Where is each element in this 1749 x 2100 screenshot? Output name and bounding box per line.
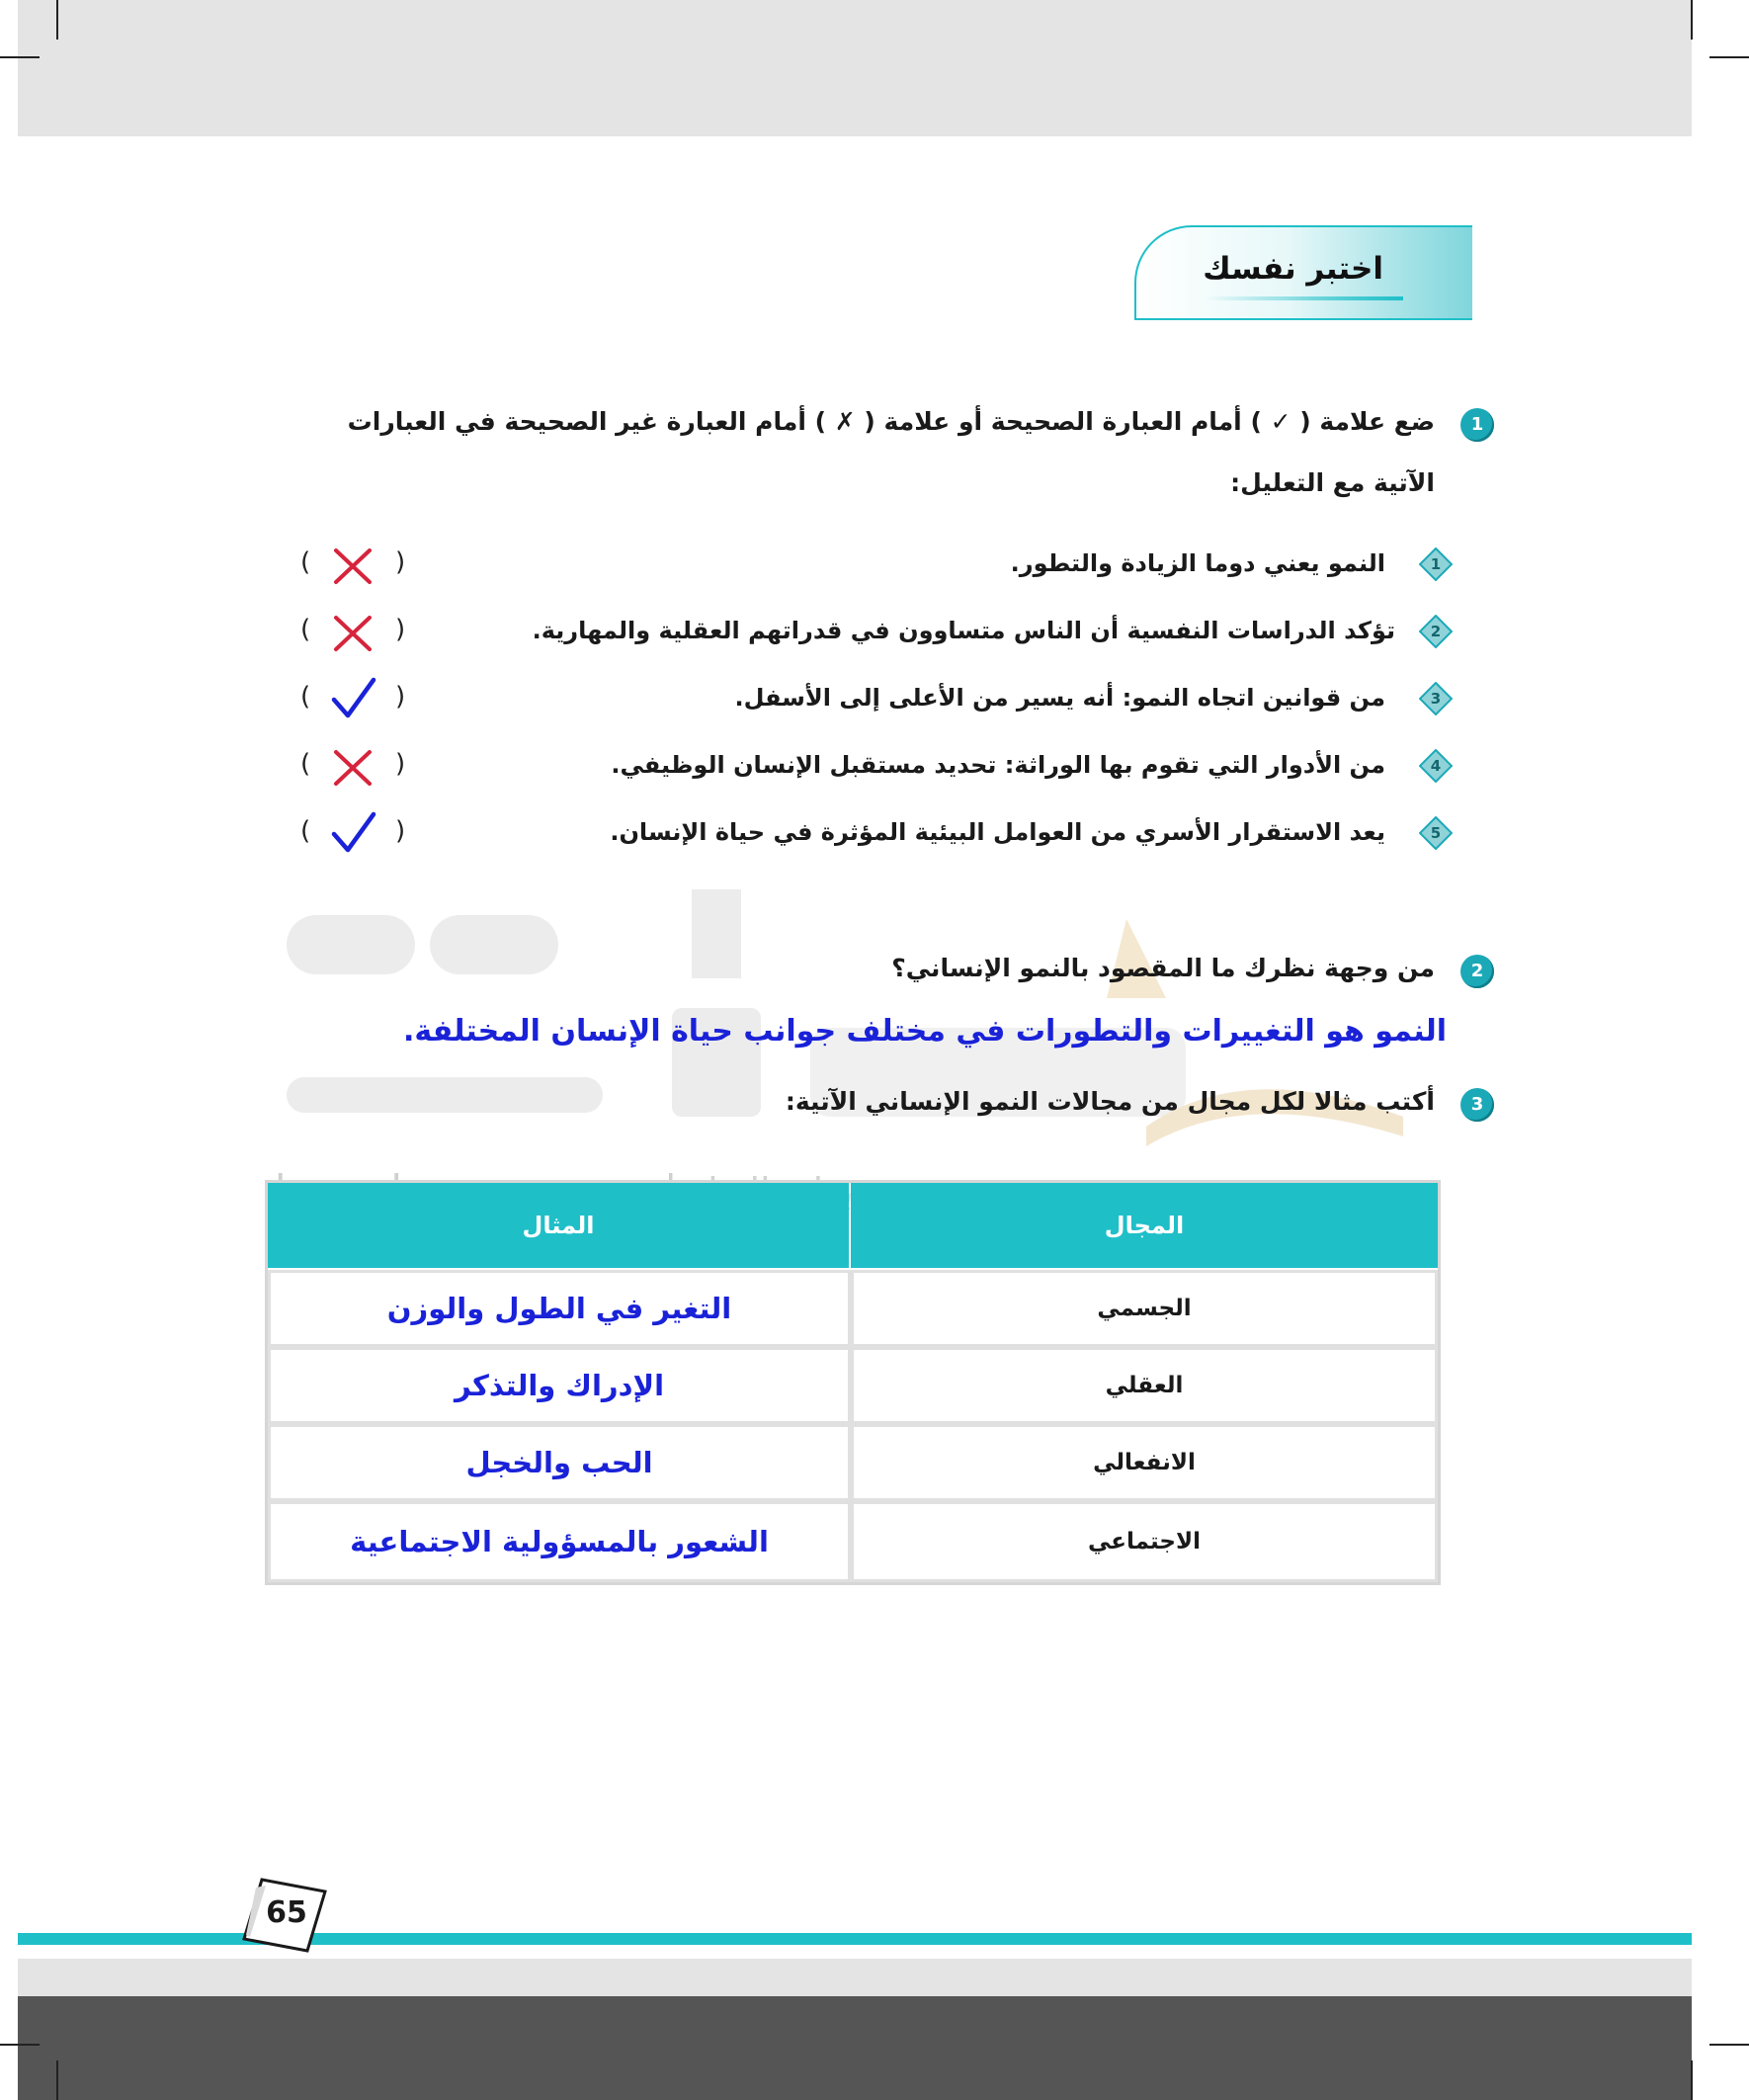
- example-cell: الشعور بالمسؤولية الاجتماعية: [350, 1525, 769, 1558]
- crop-mark: [1709, 2044, 1749, 2046]
- growth-domains-table: [265, 1180, 1441, 1585]
- question1-prompt-line1: ضع علامة ( ✓ ) أمام العبارة الصحيحة أو علامة ( ✗ ) أمام العبارة غير الصحيحة في العبارات: [347, 407, 1435, 436]
- statement-text: تؤكد الدراسات النفسية أن الناس متساوون في قدراتهم العقلية والمهارية.: [532, 617, 1395, 644]
- title-underline: [1206, 296, 1403, 300]
- answer-paren-close: ): [300, 682, 311, 712]
- example-cell: التغير في الطول والوزن: [386, 1292, 732, 1325]
- answer-paren-open: (: [395, 547, 406, 577]
- answer-paren-open: (: [395, 615, 406, 644]
- statement-text: من الأدوار التي تقوم بها الوراثة: تحديد مستقبل الإنسان الوظيفي.: [611, 751, 1385, 779]
- statement-number-badge: 1: [1419, 547, 1453, 581]
- crop-mark: [1691, 2060, 1693, 2100]
- question-number-badge: 2: [1460, 955, 1494, 988]
- cross-mark-icon: [330, 612, 375, 655]
- question1-prompt-line2: الآتية مع التعليل:: [1230, 468, 1435, 497]
- answer-paren-close: ): [300, 615, 311, 644]
- field-cell: الجسمي: [1097, 1296, 1192, 1321]
- footer-light-band: [18, 1959, 1692, 1996]
- statement-number-badge: 2: [1419, 615, 1453, 648]
- table-header-field: المجال: [851, 1183, 1438, 1268]
- answer-paren-close: ): [300, 816, 311, 846]
- question2-answer: النمو هو التغييرات والتطورات في مختلف جوانب حياة الإنسان المختلفة.: [402, 1014, 1447, 1049]
- crop-mark: [1691, 0, 1693, 40]
- cross-mark-icon: [330, 545, 375, 588]
- statement-text: النمو يعني دوما الزيادة والتطور.: [1010, 549, 1385, 577]
- table-row: [268, 1270, 851, 1347]
- crop-mark: [56, 0, 58, 40]
- table-row: [268, 1424, 851, 1501]
- table-row: [268, 1501, 851, 1582]
- field-cell: الانفعالي: [1093, 1450, 1196, 1475]
- question3-prompt: أكتب مثالا لكل مجال من مجالات النمو الإنساني الآتية:: [785, 1087, 1435, 1116]
- statement-text: يعد الاستقرار الأسري من العوامل البيئية المؤثرة في حياة الإنسان.: [610, 818, 1385, 846]
- statement-text: من قوانين اتجاه النمو: أنه يسير من الأعلى إلى الأسفل.: [734, 684, 1385, 712]
- answer-paren-close: ): [300, 547, 311, 577]
- statement-number-badge: 4: [1419, 749, 1453, 783]
- field-cell: العقلي: [1105, 1373, 1184, 1398]
- table-header-example: المثال: [268, 1183, 849, 1268]
- answer-paren-open: (: [395, 682, 406, 712]
- crop-mark: [0, 56, 40, 58]
- table-row: [851, 1424, 1438, 1501]
- check-mark-icon: [328, 676, 377, 721]
- question2-prompt: من وجهة نظرك ما المقصود بالنمو الإنساني؟: [891, 954, 1435, 982]
- page-number: 65: [266, 1895, 307, 1930]
- answer-paren-open: (: [395, 749, 406, 779]
- section-title: اختبر نفسك: [1203, 251, 1383, 287]
- statement-number-badge: 5: [1419, 816, 1453, 850]
- section-title-tab: [1134, 225, 1472, 320]
- question-number-badge: 1: [1460, 408, 1494, 442]
- check-mark-icon: [328, 810, 377, 856]
- example-cell: الإدراك والتذكر: [454, 1369, 665, 1402]
- answer-paren-open: (: [395, 816, 406, 846]
- table-row: [268, 1347, 851, 1424]
- footer-dark-band: [18, 1996, 1692, 2100]
- table-row: [851, 1501, 1438, 1582]
- answer-paren-close: ): [300, 749, 311, 779]
- question-number-badge: 3: [1460, 1088, 1494, 1122]
- crop-mark: [1709, 56, 1749, 58]
- crop-mark: [0, 2044, 40, 2046]
- example-cell: الحب والخجل: [465, 1446, 653, 1479]
- table-row: [851, 1270, 1438, 1347]
- field-cell: الاجتماعي: [1088, 1529, 1202, 1554]
- table-row: [851, 1347, 1438, 1424]
- cross-mark-icon: [330, 746, 375, 790]
- statement-number-badge: 3: [1419, 682, 1453, 715]
- crop-mark: [56, 2060, 58, 2100]
- top-gray-band: [18, 0, 1692, 136]
